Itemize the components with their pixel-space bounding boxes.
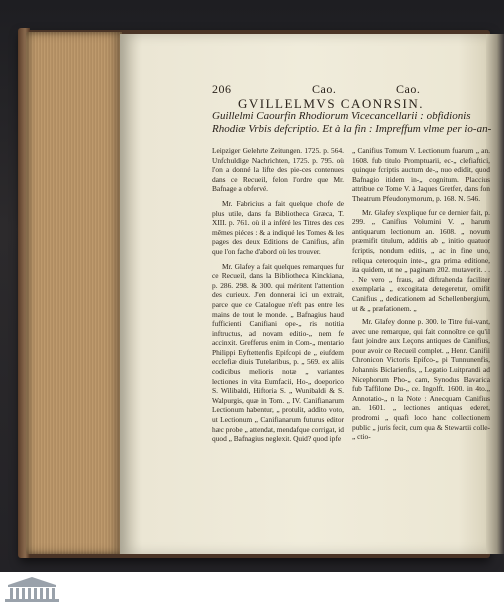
page-number: 206 <box>212 82 232 96</box>
right-paragraph-2: Mr. Glafey s'explique fur ce dernier fait, p. 299. „ Canifius Volumini V. „ harum antiquarum lectionum an. 1608. „ novum præmifit titulum, additis ab „ initio quatuor fcriptis, nondum editis, „ ac in fine uno, reliqua ceteroquin inte-„ gra prima editione, ita quidem, ut ne „ paginam 202. mutaverit. . . . Ne vero „ fraus, ad diftrahenda faciliter exemplaria „ excogitata detegeretur, omifit Canifius „ dedicationem ad Schellenbergium, ut & „ præfationem. „ <box>352 207 490 313</box>
left-column <box>212 146 344 449</box>
footer-bar <box>0 572 504 606</box>
library-building-icon <box>4 575 60 603</box>
entry-heading: GVILLELMVS CAONRSIN. <box>238 96 424 111</box>
right-paragraph-1: „ Canifius Tomum V. Lectionum fuarum „ an. 1608. fub titulo Promptuarii, ec-„ clefiaftici, quinque fcriptis auctum de-„ nuo edidit, quod Bafnagio itidem in-„ cognitum. Placcius attribue ce Tome V. à Jaques Gretfer, dans fon Theatrum Pfeudonymorum, p. 168. N. 546. <box>352 146 490 203</box>
left-paragraph-1: Leipziger Gelehrte Zeitungen. 1725. p. 564. Unfchuldige Nachrichten, 1725. p. 795. où l'on a donné la lifte des pie-ces contenues dans ce Recueil, felon l'ordre que Mr. Bafnage a obfervé. <box>212 146 344 194</box>
left-paragraph-2: Mr. Fabricius a fait quelque chofe de plus utile, dans fa Bibliotheca Græca, T. XIII. p. 761. où il a inféré les Titres des ces mêmes piéces : & a indiqué les Tomes & les pages des deux Editions de Canifius, afin que l'on fache d'abord où les trouver. <box>212 198 344 256</box>
entry-subtitle: Guillelmi Caourfin Rhodiorum Vicecancellarii : obfidionis Rhodiæ Vrbis defcriptio. Et à la fin : Impreffum vlme per io-an- <box>212 110 492 135</box>
page-block-edge <box>26 32 122 554</box>
running-head-left: Cao. <box>312 82 337 96</box>
running-head-right: Cao. <box>396 82 421 96</box>
right-paragraph-3: Mr. Glafey donne p. 300. le Titre fui-vant, avec une remarque, qui fait connoître ce qu'il faut joindre aux Leçons antiques de Canifius, pour avoir ce Recueil complet. „ Henr. Canifii Chronicon Victoris Epifco-„ pi Tunnunenfis, Johannis Biclarienfis, „ Legatio Luitprandi ad Nicephorum Pho-„ cam, Synodus Bavarica fub Taffilone Du-„ ce. Ingolft. 1600. in 4to.„ Annotatio-„ n la Note : Anecquam Canifius an. 1601. „ lectiones antiquas ederet, prodromi „ quafi loco hanc collectionem public „ juris fecit, cum qua & Stewartii colle-„ ctio- <box>352 317 490 442</box>
right-column <box>352 146 490 446</box>
left-paragraph-3: Mr. Glafey a fait quelques remarques fur ce Recueil, dans la Bibliotheca Kinckiana, p. 286. 298. & 300. qui méritent l'attention des curieux. J'en donnerai ici un extrait, parce que ce Catalogue n'eft pas entre les mains de tout le monde. „ Bafnagius haud fufficienti Canifiani ope-„ ris notitia inftructus, ad novam editio-„ nem fe accinxit. Grefferus enim in Com-„ mentario Philippi Eyftettenfis Epifcopi de „ eiufdem ecclefiæ diuis Tutelaribus, p. „ 569. ex aliis codicibus melioris notæ „ variantes lectiones in vita Eumfacii, Ho-„ doeporico S. Wilibaldi, Hiftoria S. „ Wunibaldi & S. Walpurgis, quæ in Tom. „ IV. Canifianarum Lectionum habentur, „ protulit, addito voto, ut Lectionum „ Canifianarum futurus editor hæc probe „ attendat, mendafque corrigat, id quod „ Bafnagius neglexit. Quid? quod ipfe <box>212 261 344 444</box>
